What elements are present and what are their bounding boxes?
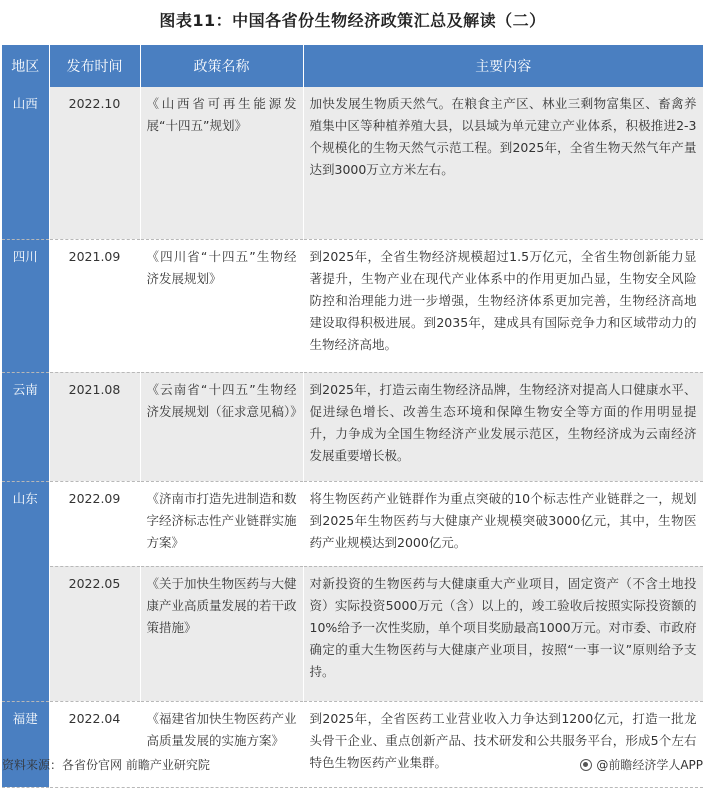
content-cell: 到2025年，全省医药工业营业收入力争达到1200亿元，打造一批龙头骨干企业、重点创新产品、技术研发和公共服务平台，形成5个左右特色生物医药产业集群。 xyxy=(303,701,703,787)
region-cell: 福建 xyxy=(2,701,49,787)
time-cell: 2022.09 xyxy=(49,481,140,566)
time-cell: 2022.04 xyxy=(49,701,140,787)
content-cell: 到2025年，打造云南生物经济品牌，生物经济对提高人口健康水平、促进绿色增长、改善生态环境和保障生物安全等方面的作用明显提升，力争成为全国生物经济产业发展示范区，生物经济成为云南经济发展重要增长极。 xyxy=(303,372,703,481)
region-cell: 山东 xyxy=(2,481,49,701)
source-note: 资料来源：各省份官网 前瞻产业研究院 xyxy=(2,758,210,772)
region-cell: 云南 xyxy=(2,372,49,481)
table-row xyxy=(2,566,703,701)
brand-text: @前瞻经济学人APP xyxy=(596,758,703,772)
table-row xyxy=(2,481,703,566)
header-region: 地区 xyxy=(2,45,49,87)
time-cell: 2022.05 xyxy=(49,566,140,701)
page-title: 图表11：中国各省份生物经济政策汇总及解读（二） xyxy=(159,11,546,30)
policy-cell: 《云南省“十四五”生物经济发展规划（征求意见稿）》 xyxy=(140,372,303,481)
content-cell: 到2025年，全省生物经济规模超过1.5万亿元，全省生物创新能力显著提升，生物产业在现代产业体系中的作用更加凸显，生物安全风险防控和治理能力进一步增强，生物经济体系更加完善，生物经济高地建设取得积极进展。到2035年，建成具有国际竞争力和区域带动力的生物经济高地。 xyxy=(303,239,703,372)
table-row xyxy=(2,372,703,481)
content-cell: 对新投资的生物医药与大健康重大产业项目，固定资产（不含土地投资）实际投资5000万元（含）以上的，竣工验收后按照实际投资额的10%给予一次性奖励，单个项目奖励最高1000万元。对市委、市政府确定的重大生物医药与大健康产业项目，按照“一事一议”原则给予支持。 xyxy=(303,566,703,701)
header-content: 主要内容 xyxy=(303,45,703,87)
header-policy: 政策名称 xyxy=(140,45,303,87)
region-cell: 山西 xyxy=(2,87,49,239)
region-cell: 四川 xyxy=(2,239,49,372)
policy-cell: 《关于加快生物医药与大健康产业高质量发展的若干政策措施》 xyxy=(140,566,303,701)
time-cell: 2022.10 xyxy=(49,87,140,239)
policy-cell: 《济南市打造先进制造和数字经济标志性产业链群实施方案》 xyxy=(140,481,303,566)
time-cell: 2021.09 xyxy=(49,239,140,372)
brand-credit xyxy=(580,756,703,773)
time-cell: 2021.08 xyxy=(49,372,140,481)
footer xyxy=(2,756,703,776)
content-cell: 加快发展生物质天然气。在粮食主产区、林业三剩物富集区、畜禽养殖集中区等种植养殖大县，以县域为单元建立产业体系，积极推进2-3个规模化的生物天然气示范工程。到2025年，全省生物天然气年产量达到3000万立方米左右。 xyxy=(303,87,703,239)
policy-table xyxy=(2,45,704,788)
content-cell: 将生物医药产业链群作为重点突破的10个标志性产业链群之一，规划到2025年生物医药与大健康产业规模突破3000亿元，其中，生物医药产业规模达到2000亿元。 xyxy=(303,481,703,566)
policy-cell: 《四川省“十四五”生物经济发展规划》 xyxy=(140,239,303,372)
table-header-row xyxy=(2,45,703,87)
policy-cell: 《福建省加快生物医药产业高质量发展的实施方案》 xyxy=(140,701,303,787)
qianzhan-logo-icon xyxy=(580,759,592,771)
table-row xyxy=(2,87,703,239)
policy-cell: 《山西省可再生能源发展“十四五”规划》 xyxy=(140,87,303,239)
header-time: 发布时间 xyxy=(49,45,140,87)
table-row xyxy=(2,239,703,372)
